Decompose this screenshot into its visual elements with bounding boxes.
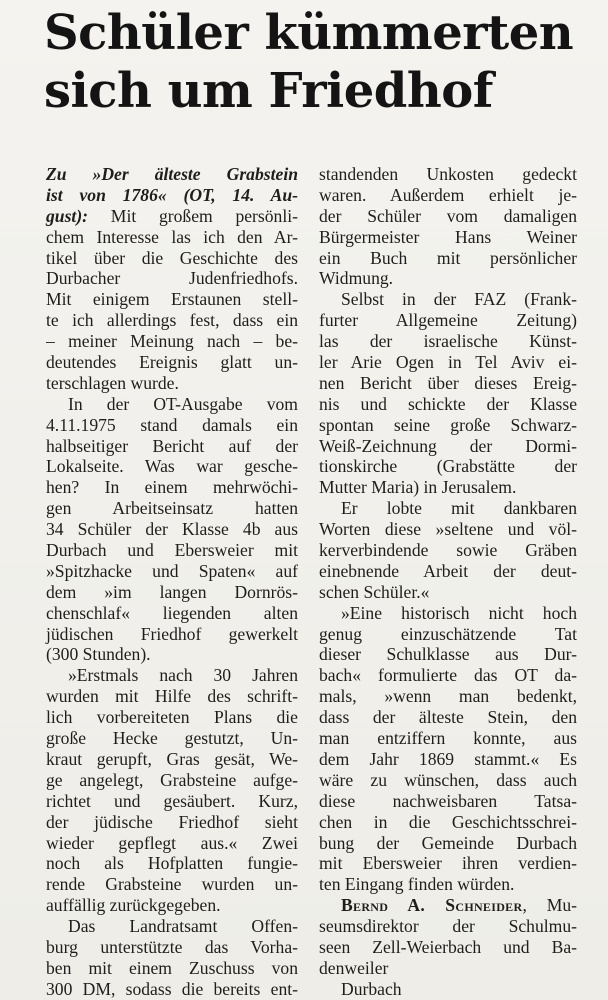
text-line [46,770,298,791]
text-line [46,248,298,269]
line-text: große Hecke gestutzt, Un- [46,728,298,749]
line-text: 300 DM, sodass die bereits ent- [46,978,298,999]
text-line [46,415,298,436]
line-text: burg unterstützte das Vorha- [46,936,298,957]
line-text: bung der Gemeinde Durbach [319,832,577,853]
text-column-right [319,164,577,1000]
text-line [46,603,298,624]
text-line [46,791,298,812]
text-line [319,268,577,289]
text-line [46,853,298,874]
text-line [319,665,577,686]
text-line [319,248,577,269]
text-line [46,268,298,289]
line-text: chem Interesse las ich den Ar- [46,226,298,247]
text-line [319,707,577,728]
text-line [319,206,577,227]
text-line [46,665,298,686]
line-text: seen Zell-Weierbach und Ba- [319,936,577,957]
line-text: wäre zu wünschen, dass auch [319,769,577,790]
line-text: dem Jahr 1869 stammt.« Es [319,748,577,769]
text-line [319,561,577,582]
text-line [46,686,298,707]
text-line [46,164,298,185]
line-text: seumsdirektor der Schulmu- [319,916,577,937]
text-line [319,394,577,415]
letter-reference: Zu »Der älteste Grabstein [46,164,298,184]
text-line [319,895,577,916]
line-text: rende Grabsteine wurden un- [46,874,298,895]
line-text: diese nachweisbaren Tatsa- [319,790,577,811]
text-line [319,164,577,185]
text-line [46,707,298,728]
line-text: Mit großem persönli- [88,205,298,226]
line-text: dieser Schulklasse aus Dur- [319,644,577,665]
line-text: auffällig zurückgegeben. [46,895,221,916]
line-text: Durbach und Ebersweier mit [46,540,298,561]
text-line [319,979,577,1000]
line-text: furter Allgemeine Zeitung) [319,310,577,331]
line-text: Widmung. [319,268,394,289]
line-text: Das Landratsamt Offen- [68,916,298,937]
line-text: kerverbindende sowie Gräben [319,540,577,561]
line-text: standenden Unkosten gedeckt [319,164,577,184]
line-text: kraut gerupft, Gras gesät, We- [46,748,298,769]
line-text: mals, »wenn man bedenkt, [319,686,577,707]
text-line [46,749,298,770]
line-text: schen Schüler.« [319,581,430,602]
text-line [46,979,298,1000]
line-text: dem »im langen Dornrös- [46,581,298,602]
line-text: 4.11.1975 stand damals ein [46,414,298,435]
line-text: Durbach [341,978,402,999]
text-line [319,227,577,248]
text-line [319,937,577,958]
line-text: lich vorbereiteten Plans die [46,707,298,728]
text-line [46,185,298,206]
text-line [46,456,298,477]
text-line [319,791,577,812]
text-line [46,561,298,582]
letter-reference: gust): [46,205,89,226]
line-text: bach« formulierte das OT da- [319,665,577,686]
line-text: jüdischen Friedhof gewerkelt [46,623,298,644]
text-line [319,728,577,749]
text-line [46,916,298,937]
text-line [319,770,577,791]
line-text: »Spitzhacke und Spaten« auf [46,560,298,581]
line-text: chen in die Geschichtsschrei- [319,811,577,832]
line-text: , Mu- [522,895,577,916]
line-text: 34 Schüler der Klasse 4b aus [46,519,298,540]
line-text: Er lobte mit dankbaren [341,498,577,519]
text-line [46,540,298,561]
text-line [46,895,298,916]
line-text: denweiler [319,957,389,978]
line-text: einebnende Arbeit der deut- [319,560,577,581]
line-text: »Eine historisch nicht hoch [341,602,577,623]
line-text: Mutter Maria) in Jerusalem. [319,477,517,498]
text-line [46,519,298,540]
line-text: spontan seine große Schwarz- [319,414,577,435]
text-line [46,812,298,833]
line-text: ein Buch mit persönlicher [319,247,577,268]
line-text: Worten diese »seltene und völ- [319,519,577,540]
line-text: halbseitiger Bericht auf der [46,435,298,456]
text-line [319,373,577,394]
text-line [46,582,298,603]
text-line [319,436,577,457]
text-line [319,833,577,854]
line-text: deutendes Ereignis glatt un- [46,352,298,373]
line-text: dass der älteste Stein, den [319,707,577,728]
text-line [46,394,298,415]
headline-line: Schüler kümmerten [44,5,574,61]
text-line [319,749,577,770]
text-line [319,603,577,624]
line-text: mit Ebersweier ihren verdien- [319,853,577,874]
line-text: las der israelische Künst- [319,331,577,352]
line-text: ten Eingang finden würden. [319,874,515,895]
text-line [319,498,577,519]
letter-reference: ist von 1786« (OT, 14. Au- [46,184,298,205]
text-line [319,958,577,979]
text-line [46,624,298,645]
line-text: nis und schickte der Klasse [319,393,577,414]
line-text: wieder gepflegt aus.« Zwei [46,832,298,853]
line-text: te ich allerdings fest, dass ein [46,310,298,331]
author-name: Bernd A. Schneider [341,895,523,916]
line-text: der Schüler vom damaligen [319,205,577,226]
text-line [319,331,577,352]
headline [44,4,604,120]
line-text: Mit einigem Erstaunen stell- [46,289,298,310]
line-text: ler Arie Ogen in Tel Aviv ei- [319,352,577,373]
text-line [319,853,577,874]
text-line [46,958,298,979]
text-line [319,310,577,331]
text-line [46,227,298,248]
text-line [319,624,577,645]
text-line [319,916,577,937]
text-line [319,477,577,498]
text-line [46,206,298,227]
text-line [319,644,577,665]
line-text: terschlagen wurde. [46,372,179,393]
text-line [46,833,298,854]
line-text: In der OT-Ausgabe vom [68,393,298,414]
line-text: ben mit einem Zuschuss von [46,957,298,978]
text-line [319,185,577,206]
text-line [46,874,298,895]
text-line [46,728,298,749]
line-text: richtet und gesäubert. Kurz, [46,790,298,811]
text-line [319,686,577,707]
line-text: Lokalseite. Was war gesche- [46,456,298,477]
line-text: man entziffern konnte, aus [319,728,577,749]
text-line [46,373,298,394]
text-line [46,498,298,519]
text-line [46,352,298,373]
text-line [319,415,577,436]
line-text: hen? In einem mehrwöchi- [46,477,298,498]
text-line [46,436,298,457]
line-text: gen Arbeitseinsatz hatten [46,498,298,519]
line-text: wurden mit Hilfe des schrift- [46,686,298,707]
text-line [46,331,298,352]
text-line [46,477,298,498]
line-text: tikel über die Geschichte des [46,247,298,268]
text-line [319,352,577,373]
line-text: waren. Außerdem erhielt je- [319,184,577,205]
text-line [319,582,577,603]
line-text: »Erstmals nach 30 Jahren [68,665,298,686]
line-text: nen Bericht über dieses Ereig- [319,372,577,393]
text-line [319,540,577,561]
line-text: chenschlaf« liegenden alten [46,602,298,623]
line-text: Durbacher Judenfriedhofs. [46,268,298,289]
text-line [319,874,577,895]
line-text: Bürgermeister Hans Weiner [319,226,577,247]
text-line [46,937,298,958]
line-text: Weiß-Zeichnung der Dormi- [319,435,577,456]
text-column-left [46,164,298,1000]
text-line [46,644,298,665]
text-line [319,289,577,310]
line-text: der jüdische Friedhof sieht [46,811,298,832]
headline-line: sich um Friedhof [44,63,493,119]
text-line [319,456,577,477]
line-text: ge angelegt, Grabsteine aufge- [46,769,298,790]
line-text: tionskirche (Grabstätte der [319,456,577,477]
line-text: genug einzuschätzende Tat [319,623,577,644]
line-text: (300 Stunden). [46,644,151,665]
text-line [46,289,298,310]
text-line [46,310,298,331]
line-text: – meiner Meinung nach – be- [46,331,298,352]
line-text: noch als Hofplatten fungie- [46,853,298,874]
text-line [319,519,577,540]
line-text: Selbst in der FAZ (Frank- [341,289,577,310]
text-line [319,812,577,833]
